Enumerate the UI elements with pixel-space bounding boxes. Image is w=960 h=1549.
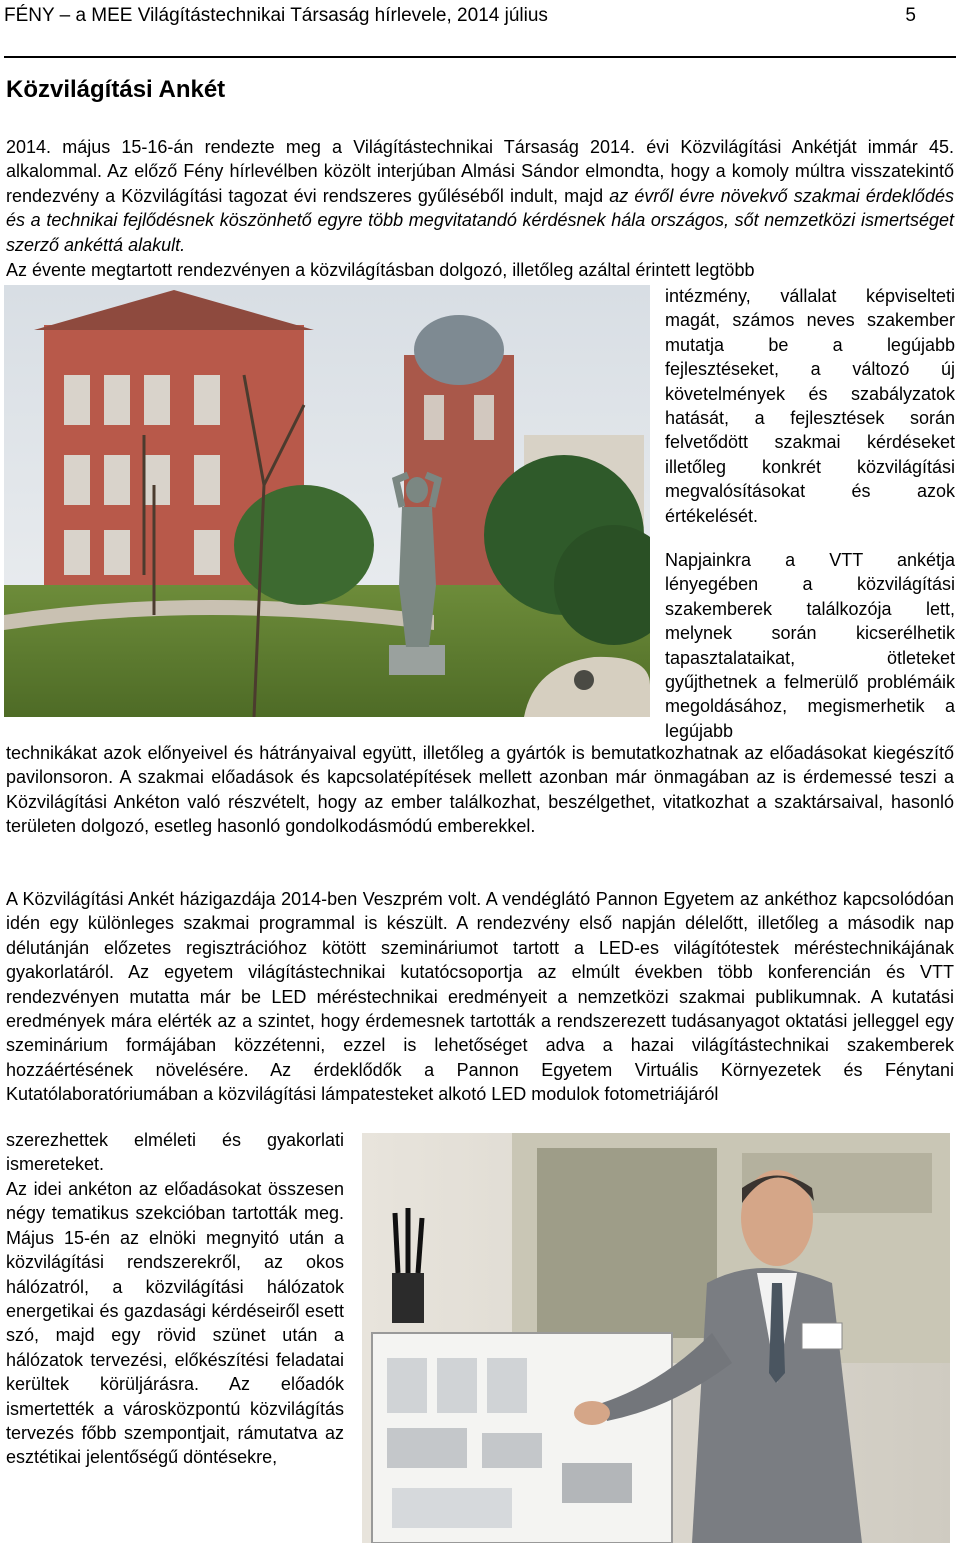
paragraph-meeting-side: Napjainkra a VTT ankétja lényegében a közvilágítási szakemberek találkozója lett, melynek során kicserélhetik tapasztalataikat, ötleteket gyűjthetnek a felmerülő problémáik megoldásához, megismerhetik a legújabb [665,550,955,741]
photo-presenter [362,1133,950,1543]
page-number: 5 [905,5,916,26]
paragraph-intro [6,135,954,257]
header-title: FÉNY – a MEE Világítástechnikai Társaság hírlevele, 2014 július [4,5,548,26]
newsletter-header [4,2,956,30]
paragraph-host: A Közvilágítási Ankét házigazdája 2014-ben Veszprém volt. A vendéglátó Pannon Egyetem az ankéthoz kapcsolódóan idén egy különleges szakmai programmal is készült. A rendezvény első napján délelőtt, illetőleg a második nap délutánján előzetes regisztrációhoz kötött szemináriumot tartott a LED-es világítótestek méréstechnikájának gyakorlatáról. Az egyetem világítástechnikai kutatócsoportja az elmúlt években több konferencián és VTT rendezvényen mutatta már be LED méréstechnikai eredményeit a nemzetközi szakmai publikumnak. A kutatási eredmények mára elérték az a szintet, hogy érdemesnek tartották a rendszerezett tudásanyagot oktatási jelleggel egy szeminárium formájában közzétenni, ezzel is lehetőséget adva a hazai világítástechnikai szakemberek hozzáértésének növelésére. Az érdeklődők a Pannon Egyetem Virtuális Környezetek és Fénytani Kutatólaboratóriumában a közvilágítási lámpatesteket alkotó LED modulok fotometriájáról [6,889,954,1105]
intro-italic-text: az évről évre növekvő szakmai érdeklődés és a technikai fejlődésnek köszönhető egyre több megvitatandó kérdésnek hála országos, sőt nemzetközi ismertséget szerző ankéttá alakult. [6,185,954,255]
paragraph-event-top: Az évente megtartott rendezvényen a közvilágításban dolgozó, illetőleg azáltal érintett legtöbb [6,260,755,280]
header-rule [4,56,956,58]
article-title: Közvilágítási Ankét [6,76,226,103]
photo-statue-park [4,285,650,717]
presenter-illustration [362,1133,950,1543]
paragraph-meeting-full: technikákat azok előnyeivel és hátrányaival együtt, illetőleg a gyártók is bemutatkozhatnak az előadásokat kiegészítő pavilonsoron. A szakmai előadások és kapcsolatépítések mellett azonban már önmagában az is érdemessé teszi a Közvilágítási Ankéton való részvételt, hogy az ember találkozhat, beszélgethet, vitatkozhat a szaktársaival, hasonló területen dolgozó, esetleg hasonló gondolkodásmódú emberekkel. [6,743,954,837]
paragraph-event-side: intézmény, vállalat képviselteti magát, számos neves szakember mutatja be a legújabb fejlesztéseket, a változó új követelmények és szabályzatok hatását, a fejlesztések során felvetődött szakmai kérdéseket illetőleg konkrét közvilágítási megvalósításokat és azok értékelését. [665,286,955,526]
intro-text: 2014. május 15-16-án rendezte meg a Világítástechnikai Társaság 2014. évi Közvilágítási Ankétját immár 45. alkalommal. Az előző Fény hírlevélben közölt interjúban Almási Sándor elmondta, hogy a komoly múltra visszatekintő rendezvény a Közvilágítási tagozat évi rendszeres gyűléséből indult, majd [6,137,954,206]
statue-park-illustration [4,285,650,717]
paragraph-host-side: szerezhettek elméleti és gyakorlati ismereteket. [6,1130,344,1175]
paragraph-sections: Az idei ankéton az előadásokat összesen négy tematikus szekcióban tartották meg. Május 15-én az elnöki megnyitó után a közvilágítási rendszerekről, az okos hálózatról, a közvilágítási hálózatok energetikai és gazdasági kérdéseiről esett szó, majd egy rövid szünet után a hálózatok tervezési, előkészítési feladatai kerültek körüljárásra. Az előadók ismertették a városközpontú közvilágítás tervezés főbb szempontjait, rámutatva az esztétikai jelentőségű döntésekre, [6,1179,344,1468]
